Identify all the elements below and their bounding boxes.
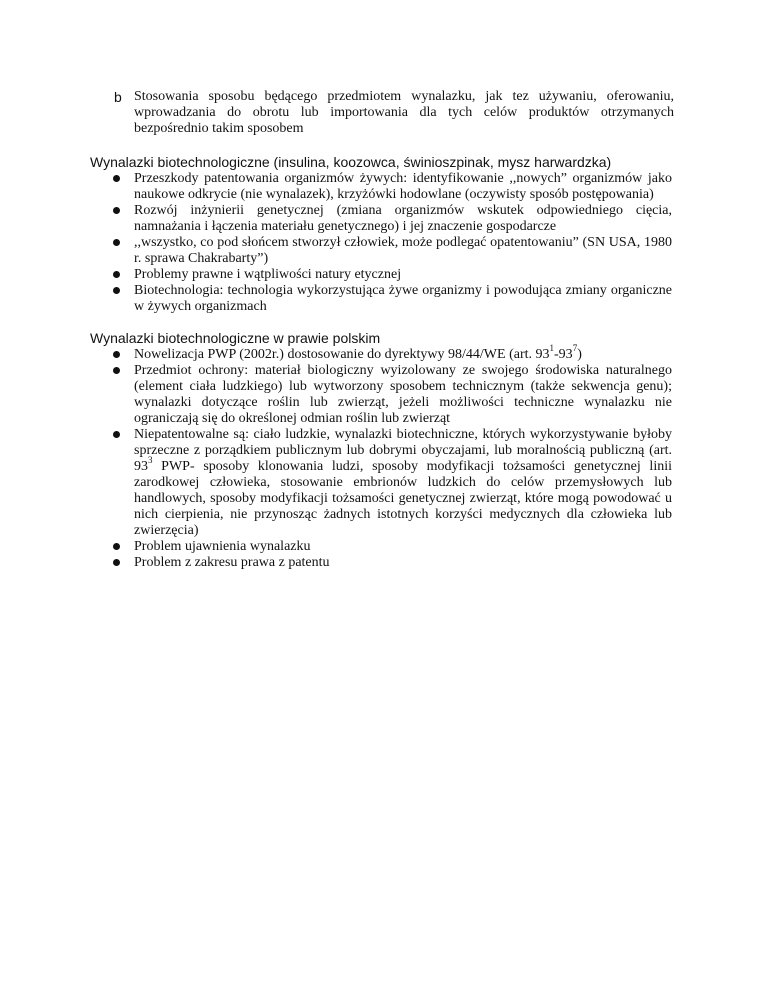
list-item [112,203,672,235]
section-heading-biotech: Wynalazki biotechnologiczne (insulina, koozowca, świnioszpinak, mysz harwardzka) [90,154,612,170]
bullet-icon [113,559,120,566]
list-marker: b [114,89,122,105]
bullet-icon [113,351,120,358]
text-fragment: Niepatentowalne są: ciało ludzkie, wynalazki biotechniczne, których wykorzystywanie byłoby sprzeczne z porządkiem publicznym lub dobrymi obyczajami, lub moralnością publiczną (art. 93 [134,427,672,474]
list-item [112,343,672,363]
bullet-icon [113,175,120,182]
superscript: 7 [572,343,578,354]
list-item [112,539,672,555]
list-item [112,267,672,283]
text-fragment: Nowelizacja PWP (2002r.) dostosowanie do dyrektywy 98/44/WE (art. 93 [134,347,550,362]
superscript: 3 [148,455,153,466]
bullet-icon [113,207,120,214]
list-item [112,363,672,427]
bullet-icon [113,543,120,550]
list-item-text: Problemy prawne i wątpliwości natury etycznej [134,267,402,282]
list-item-text: ,,wszystko, co pod słońcem stworzył człowiek, może podlegać opatentowaniu” (SN USA, 1980 r. sprawa Chakrabarty”) [134,235,672,266]
superscript: 1 [549,343,555,354]
bullet-icon [113,271,120,278]
list-item-text: Przedmiot ochrony: materiał biologiczny wyizolowany ze swojego środowiska naturalnego (element ciała ludzkiego) lub wytworzony sposobem technicznym (także sekwencja genu); wynalazki dotyczące roślin lub zwierząt, jeżeli możliwości techniczne wynalazku nie ograniczają się do określonej odmian roślin lub zwierząt [134,363,672,426]
bullet-icon [113,287,120,294]
text-fragment: PWP- sposoby klonowania ludzi, sposoby modyfikacji tożsamości genetycznej linii zarodkowej człowieka, stosowanie embrionów ludzkich do celów przemysłowych lub handlowych, sposoby modyfikacji tożsamości genetycznej zwierząt, które mogą powodować u nich cierpienia, nie przynosząc żadnych istotnych korzyści medycznych dla człowieka lub zwierzęcia) [134,459,672,538]
bullet-icon [113,239,120,246]
list-item-text [134,343,582,362]
bullet-list-polish-law [112,343,672,571]
bullet-list-biotech [112,171,672,315]
list-item-text [134,427,672,538]
list-item [112,171,672,203]
list-item-text: Rozwój inżynierii genetycznej (zmiana organizmów wskutek odpowiedniego cięcia, namnażania i łączenia materiału genetycznego) i jej znaczenie gospodarcze [134,203,672,234]
list-item [112,427,672,539]
list-item-text: Problem ujawnienia wynalazku [134,539,311,554]
list-item [112,555,672,571]
section-heading-polish-law: Wynalazki biotechnologiczne w prawie polskim [90,330,381,346]
text-fragment: ) [577,347,582,362]
list-item [112,235,672,267]
list-item-text: Stosowania sposobu będącego przedmiotem wynalazku, jak tez używaniu, oferowaniu, wprowadzania do obrotu lub importowania dla tych celów produktów otrzymanych bezpośrednio takim sposobem [134,89,674,136]
bullet-icon [113,431,120,438]
list-item-text: Przeszkody patentowania organizmów żywych: identyfikowanie ,,nowych” organizmów jako naukowe odkrycie (nie wynalazek), krzyżówki hodowlane (oczywisty sposób postępowania) [134,171,672,202]
list-item-text: Biotechnologia: technologia wykorzystująca żywe organizmy i powodująca zmiany organiczne w żywych organizmach [134,283,672,314]
list-item [112,283,672,315]
list-item-b [114,89,674,137]
text-fragment: -93 [554,347,573,362]
bullet-icon [113,367,120,374]
list-item-text: Problem z zakresu prawa z patentu [134,555,330,570]
